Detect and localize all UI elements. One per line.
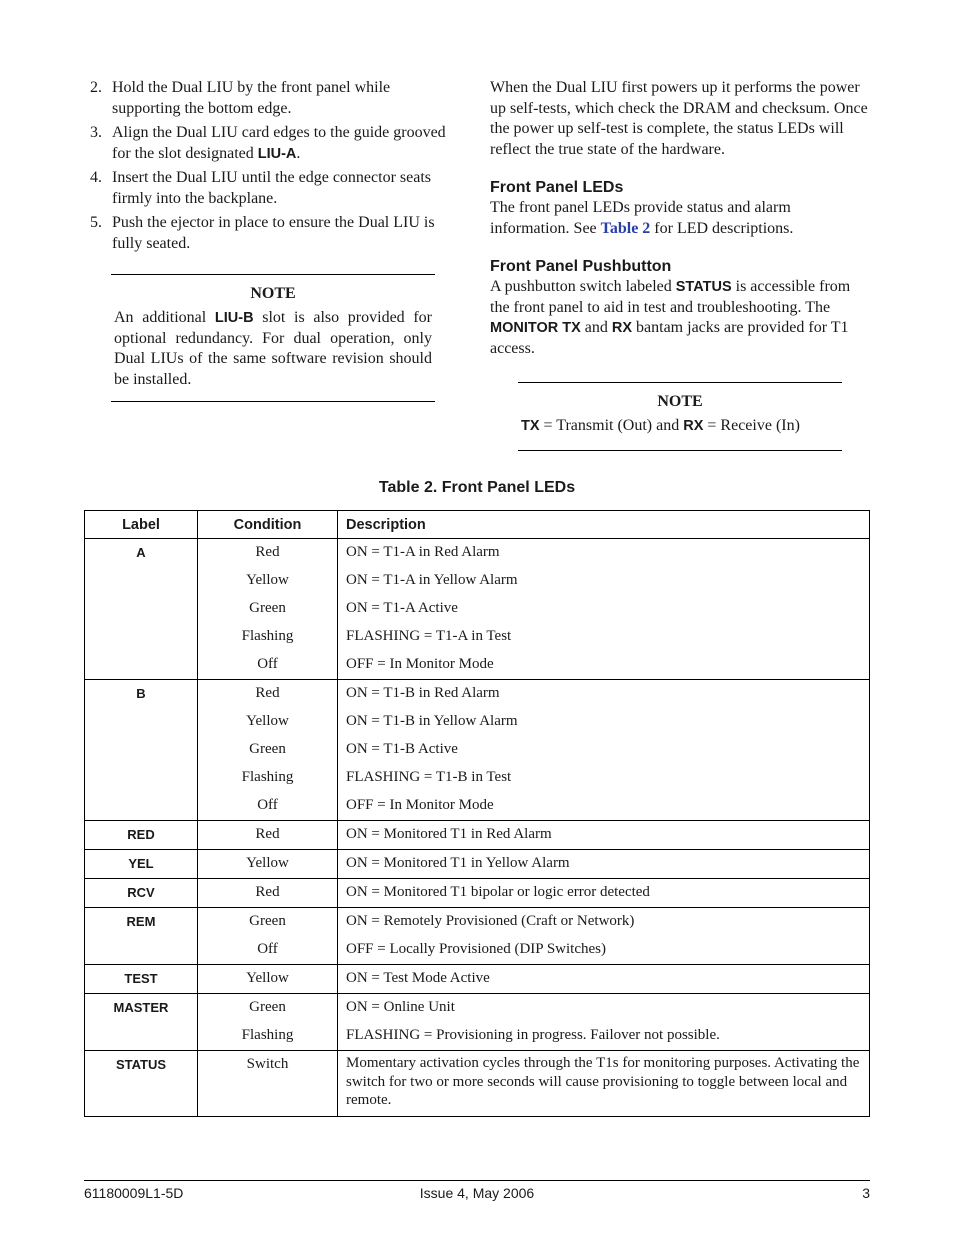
condition-line: Yellow: [246, 855, 289, 871]
column-header-condition: Condition: [198, 511, 338, 539]
description-line: ON = Online Unit: [346, 999, 455, 1015]
description-line: ON = T1-A Active: [346, 600, 458, 616]
led-condition-cell: [198, 994, 338, 1051]
condition-line: Off: [257, 797, 278, 813]
led-description-cell: [338, 965, 870, 994]
installation-steps: [88, 78, 460, 254]
led-description-cell: [338, 850, 870, 879]
description-line: Momentary activation cycles through the T1s for monitoring purposes. Activating the switch for two or more seconds will cause provisioning to toggle between local and remote.: [346, 1055, 860, 1108]
led-condition-cell: [198, 680, 338, 821]
section-heading-leds: Front Panel LEDs: [490, 179, 624, 196]
led-condition-cell: [198, 821, 338, 850]
step-number: 2.: [90, 79, 102, 96]
description-line: ON = Monitored T1 bipolar or logic error detected: [346, 884, 650, 900]
description-line: ON = T1-A in Red Alarm: [346, 544, 500, 560]
step-text: Hold the Dual LIU by the front panel while supporting the bottom edge.: [112, 79, 391, 117]
note-text-start: An additional: [114, 309, 215, 326]
note-tx-rx: [518, 382, 842, 451]
led-description-cell: [338, 994, 870, 1051]
page-number: 3: [862, 1185, 870, 1201]
led-description-cell: [338, 908, 870, 965]
leds-text-end: for LED descriptions.: [650, 219, 794, 237]
step-item: [88, 123, 460, 164]
condition-line: Red: [255, 544, 280, 560]
note-text: [521, 416, 842, 437]
table-header-row: [85, 511, 870, 539]
condition-line: Yellow: [246, 713, 289, 729]
led-condition-cell: [198, 850, 338, 879]
slot-name: LIU-B: [214, 310, 254, 326]
description-line: ON = Monitored T1 in Yellow Alarm: [346, 855, 570, 871]
note-text-end: = Receive (In): [703, 417, 800, 434]
step-number: 5.: [90, 214, 102, 231]
note-title: NOTE: [657, 393, 703, 410]
step-item: [88, 78, 460, 119]
leds-paragraph: [490, 198, 870, 239]
step-number: 4.: [90, 169, 102, 186]
description-line: ON = T1-B in Yellow Alarm: [346, 713, 518, 729]
description-line: FLASHING = T1-B in Test: [346, 769, 512, 785]
description-line: FLASHING = T1-A in Test: [346, 628, 512, 644]
note-text-end: slot is also provided for optional redundancy. For dual operation, only Dual LIUs of the same software revision should be installed.: [114, 309, 433, 388]
step-text-end: .: [296, 144, 301, 162]
led-description-cell: [338, 879, 870, 908]
pushbutton-text: A pushbutton switch labeled: [490, 278, 676, 295]
led-label-cell: REM: [85, 908, 198, 965]
document-number: 61180009L1-5D: [84, 1185, 184, 1201]
step-text: Align the Dual LIU card edges to the guide grooved for the slot designated: [112, 124, 446, 162]
table-row: [85, 994, 870, 1051]
led-description-cell: [338, 539, 870, 680]
right-column: [490, 78, 870, 359]
condition-line: Yellow: [246, 572, 289, 588]
condition-line: Green: [249, 913, 286, 929]
description-line: ON = T1-A in Yellow Alarm: [346, 572, 518, 588]
pushbutton-text: bantam jacks are provided for T1 access.: [490, 319, 849, 357]
footer-divider: [84, 1180, 870, 1181]
rx-name: RX: [611, 320, 633, 336]
condition-line: Off: [257, 656, 278, 672]
slot-name: LIU-A: [257, 145, 297, 162]
left-column: [88, 78, 460, 258]
table-row: [85, 821, 870, 850]
step-item: [88, 168, 460, 209]
led-description-cell: [338, 1051, 870, 1117]
condition-line: Flashing: [241, 1027, 294, 1043]
table-row: [85, 539, 870, 680]
column-header-description: Description: [338, 511, 870, 539]
description-line: OFF = In Monitor Mode: [346, 797, 494, 813]
description-line: ON = T1-B in Red Alarm: [346, 685, 500, 701]
description-line: ON = Monitored T1 in Red Alarm: [346, 826, 552, 842]
note-text-mid: = Transmit (Out) and: [539, 417, 684, 434]
issue-date: Issue 4, May 2006: [419, 1185, 535, 1201]
led-description-cell: [338, 680, 870, 821]
table-row: [85, 1051, 870, 1117]
led-label-cell: TEST: [85, 965, 198, 994]
led-condition-cell: [198, 1051, 338, 1117]
condition-line: Green: [249, 741, 286, 757]
table-caption: Table 2. Front Panel LEDs: [378, 479, 576, 496]
step-text: Push the ejector in place to ensure the Dual LIU is fully seated.: [112, 214, 435, 252]
table-row: [85, 965, 870, 994]
rx-name: RX: [683, 418, 704, 434]
table-row: [85, 908, 870, 965]
table-2-link[interactable]: Table 2: [600, 219, 651, 237]
led-label-cell: MASTER: [85, 994, 198, 1051]
led-condition-cell: [198, 965, 338, 994]
table-row: [85, 879, 870, 908]
condition-line: Green: [249, 600, 286, 616]
condition-line: Off: [257, 941, 278, 957]
led-label-cell: B: [85, 680, 198, 821]
led-label-cell: YEL: [85, 850, 198, 879]
pushbutton-text: and: [580, 319, 612, 336]
pushbutton-paragraph: [490, 277, 870, 359]
description-line: FLASHING = Provisioning in progress. Failover not possible.: [346, 1027, 720, 1043]
condition-line: Flashing: [241, 628, 294, 644]
tx-name: TX: [521, 418, 540, 434]
monitor-tx-name: MONITOR TX: [490, 320, 581, 336]
led-condition-cell: [198, 879, 338, 908]
note-title: NOTE: [250, 285, 296, 302]
led-description-cell: [338, 821, 870, 850]
led-label-cell: A: [85, 539, 198, 680]
intro-paragraph: When the Dual LIU first powers up it performs the power up self-tests, which check the DRAM and checksum. Once the power up self-test is complete, the status LEDs will reflect the true state of the hardware.: [490, 79, 868, 158]
description-line: ON = T1-B Active: [346, 741, 458, 757]
condition-line: Red: [255, 826, 280, 842]
condition-line: Red: [255, 884, 280, 900]
led-condition-cell: [198, 908, 338, 965]
table-row: [85, 850, 870, 879]
step-item: [88, 213, 460, 254]
led-condition-cell: [198, 539, 338, 680]
led-label-cell: RCV: [85, 879, 198, 908]
table-body: [85, 539, 870, 1117]
step-text: Insert the Dual LIU until the edge connector seats firmly into the backplane.: [112, 169, 431, 207]
condition-line: Flashing: [241, 769, 294, 785]
column-header-label: Label: [85, 511, 198, 539]
condition-line: Red: [255, 685, 280, 701]
front-panel-leds-table: [84, 510, 870, 1117]
note-text: [114, 308, 432, 390]
condition-line: Yellow: [246, 970, 289, 986]
description-line: ON = Test Mode Active: [346, 970, 490, 986]
pushbutton-text: is accessible from the front panel to aid in test and troubleshooting. The: [490, 278, 851, 316]
led-label-cell: STATUS: [85, 1051, 198, 1117]
section-heading-pushbutton: Front Panel Pushbutton: [490, 258, 672, 275]
leds-text: The front panel LEDs provide status and alarm information. See: [490, 199, 791, 237]
note-redundancy: [111, 274, 435, 402]
led-label-cell: RED: [85, 821, 198, 850]
step-number: 3.: [90, 124, 102, 141]
description-line: ON = Remotely Provisioned (Craft or Network): [346, 913, 635, 929]
description-line: OFF = In Monitor Mode: [346, 656, 494, 672]
condition-line: Green: [249, 999, 286, 1015]
table-row: [85, 680, 870, 821]
condition-line: Switch: [246, 1056, 289, 1072]
description-line: OFF = Locally Provisioned (DIP Switches): [346, 941, 606, 957]
status-switch-name: STATUS: [675, 279, 732, 295]
